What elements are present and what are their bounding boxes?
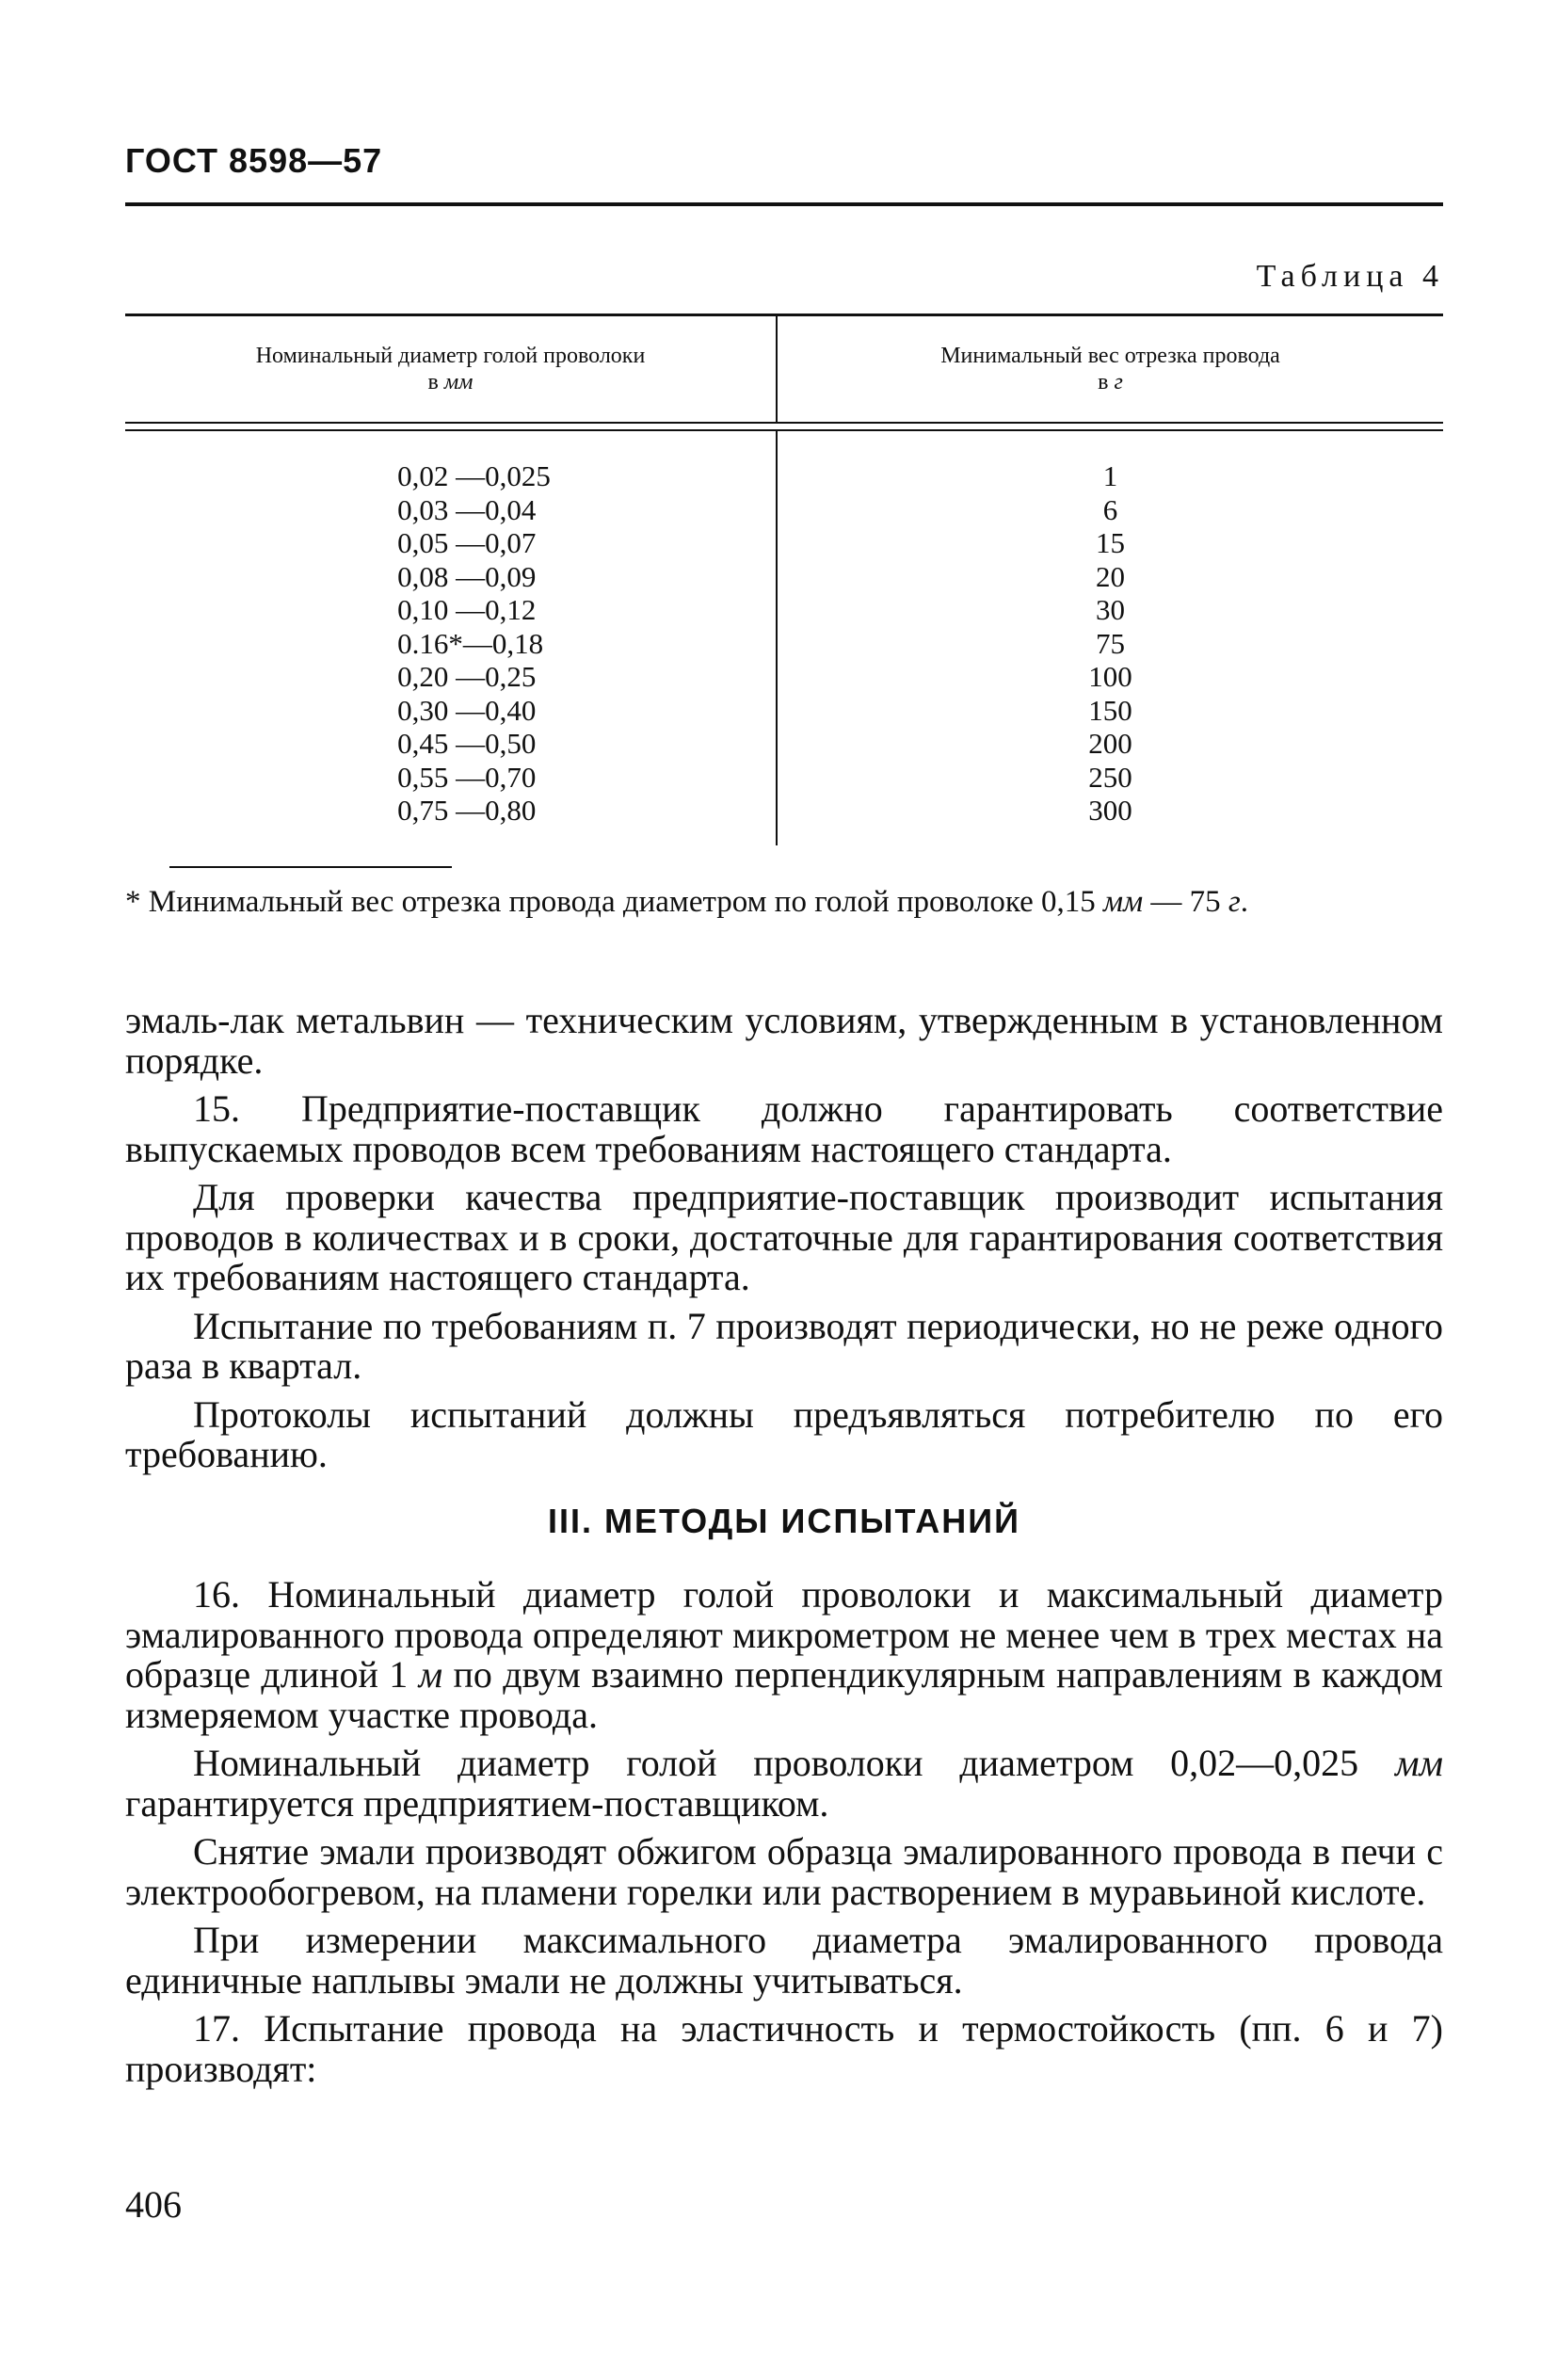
column-header-weight-line2 [778, 369, 1443, 395]
diameter-cell: 0,20 —0,25 [397, 660, 537, 693]
diameter-cell: 0,55 —0,70 [397, 760, 537, 794]
body-text-top [125, 1001, 1443, 1484]
weight-cell: 300 [1088, 794, 1132, 827]
paragraph-enamel-removal: Снятие эмали производят обжигом образца эмалированного провода в печи с электрообогревом, на пламени горелки или растворением в муравьиной кислоте. [125, 1830, 1443, 1913]
diameter-cell: 0,75 —0,80 [397, 794, 537, 827]
page-number: 406 [125, 2183, 182, 2226]
paragraph-nominal-part1: Номинальный диаметр голой проволоки диаметром 0,02—0,025 [193, 1742, 1395, 1784]
table-header-row [125, 316, 1443, 422]
diameter-cell: 0,08 —0,09 [397, 559, 537, 593]
paragraph-quality-check: Для проверки качества предприятие-поставщик производит испытания проводов в количествах и в сроки, достаточные для гарантирования соответствия их требованиям настоящего стандарта. [125, 1176, 1443, 1298]
diameter-cell: 0,03 —0,04 [397, 492, 537, 526]
paragraph-16 [125, 1575, 1443, 1735]
footnote-end: . [1240, 885, 1249, 919]
column-header-weight-line1: Минимальный вес отрезка провода [940, 344, 1280, 368]
table-header-double-rule [125, 422, 1443, 431]
footnote-unit-mm: мм [1103, 885, 1144, 919]
section-title: III. МЕТОДЫ ИСПЫТАНИЙ [548, 1502, 1020, 1540]
diameter-column [125, 431, 776, 845]
footnote-mid: — 75 [1143, 885, 1228, 919]
paragraph-nominal-diameter [125, 1744, 1443, 1824]
column-header-weight [778, 316, 1443, 422]
weight-cell: 250 [1088, 760, 1132, 794]
paragraph-16-unit: м [418, 1653, 443, 1696]
diameter-cell: 0,05 —0,07 [397, 526, 537, 559]
column-header-diameter [125, 316, 776, 422]
column-header-weight-prefix: в [1098, 370, 1115, 394]
weight-column [778, 431, 1443, 845]
weight-cell: 150 [1088, 693, 1132, 727]
paragraph-17: 17. Испытание провода на эластичность и термостойкость (пп. 6 и 7) производят: [125, 2007, 1443, 2090]
body-text-bottom [125, 1575, 1443, 2098]
diameter-cell: 0,02 —0,025 [397, 459, 551, 492]
column-header-diameter-line2 [125, 369, 776, 395]
weight-cell: 30 [1096, 593, 1125, 626]
paragraph-nominal-part2: гарантируется предприятием-поставщиком. [125, 1781, 829, 1825]
weight-cell: 200 [1088, 727, 1132, 760]
weight-cell: 1 [1102, 459, 1118, 492]
diameter-cell: 0,10 —0,12 [397, 593, 537, 626]
table-body [125, 431, 1443, 845]
paragraph-enamel-lacquer: эмаль-лак метальвин — техническим условиям, утвержденным в установленном порядке. [125, 999, 1443, 1082]
column-header-diameter-prefix: в [427, 370, 444, 394]
weight-cell: 15 [1096, 526, 1125, 559]
diameter-list [350, 459, 551, 845]
paragraph-periodic-test: Испытание по требованиям п. 7 производят периодически, но не реже одного раза в квартал. [125, 1304, 1443, 1387]
footnote-text: * Минимальный вес отрезка провода диаметром по голой проволоке 0,15 [125, 885, 1104, 919]
footnote [125, 883, 1443, 921]
paragraph-16-part1: 16. Номинальный диаметр голой проволоки и максимальный диаметр эмалированного провода определяют микрометром не менее чем в трех местах на образце длиной 1 [125, 1573, 1443, 1696]
header-rule [125, 202, 1443, 206]
diameter-cell: 0,45 —0,50 [397, 727, 537, 760]
paragraph-nominal-unit: мм [1394, 1742, 1443, 1784]
weight-cell: 75 [1096, 626, 1125, 660]
column-header-diameter-line1: Номинальный диаметр голой проволоки [255, 344, 646, 368]
paragraph-max-diameter: При измерении максимального диаметра эмалированного провода единичные наплывы эмали не должны учитываться. [125, 1919, 1443, 2002]
weight-cell: 20 [1096, 559, 1125, 593]
paragraph-15: 15. Предприятие-поставщик должно гарантировать соответствие выпускаемых проводов всем требованиям настоящего стандарта. [125, 1087, 1443, 1170]
weight-cell: 100 [1088, 660, 1132, 693]
footnote-unit-g: г [1228, 885, 1241, 919]
weight-cell: 6 [1102, 492, 1118, 526]
table-caption: Таблица 4 [1256, 259, 1444, 294]
column-header-diameter-unit: мм [443, 370, 474, 394]
diameter-cell: 0,30 —0,40 [397, 693, 537, 727]
paragraph-16-part2: по двум взаимно перпендикулярным направлениям в каждом измеряемом участке провода. [125, 1653, 1443, 1736]
diameter-cell: 0.16*—0,18 [397, 626, 544, 660]
data-table [125, 314, 1443, 845]
paragraph-protocols: Протоколы испытаний должны предъявляться потребителю по его требованию. [125, 1392, 1443, 1475]
footnote-rule [169, 866, 452, 868]
column-header-weight-unit: г [1114, 370, 1123, 394]
document-header: ГОСТ 8598—57 [125, 141, 383, 180]
